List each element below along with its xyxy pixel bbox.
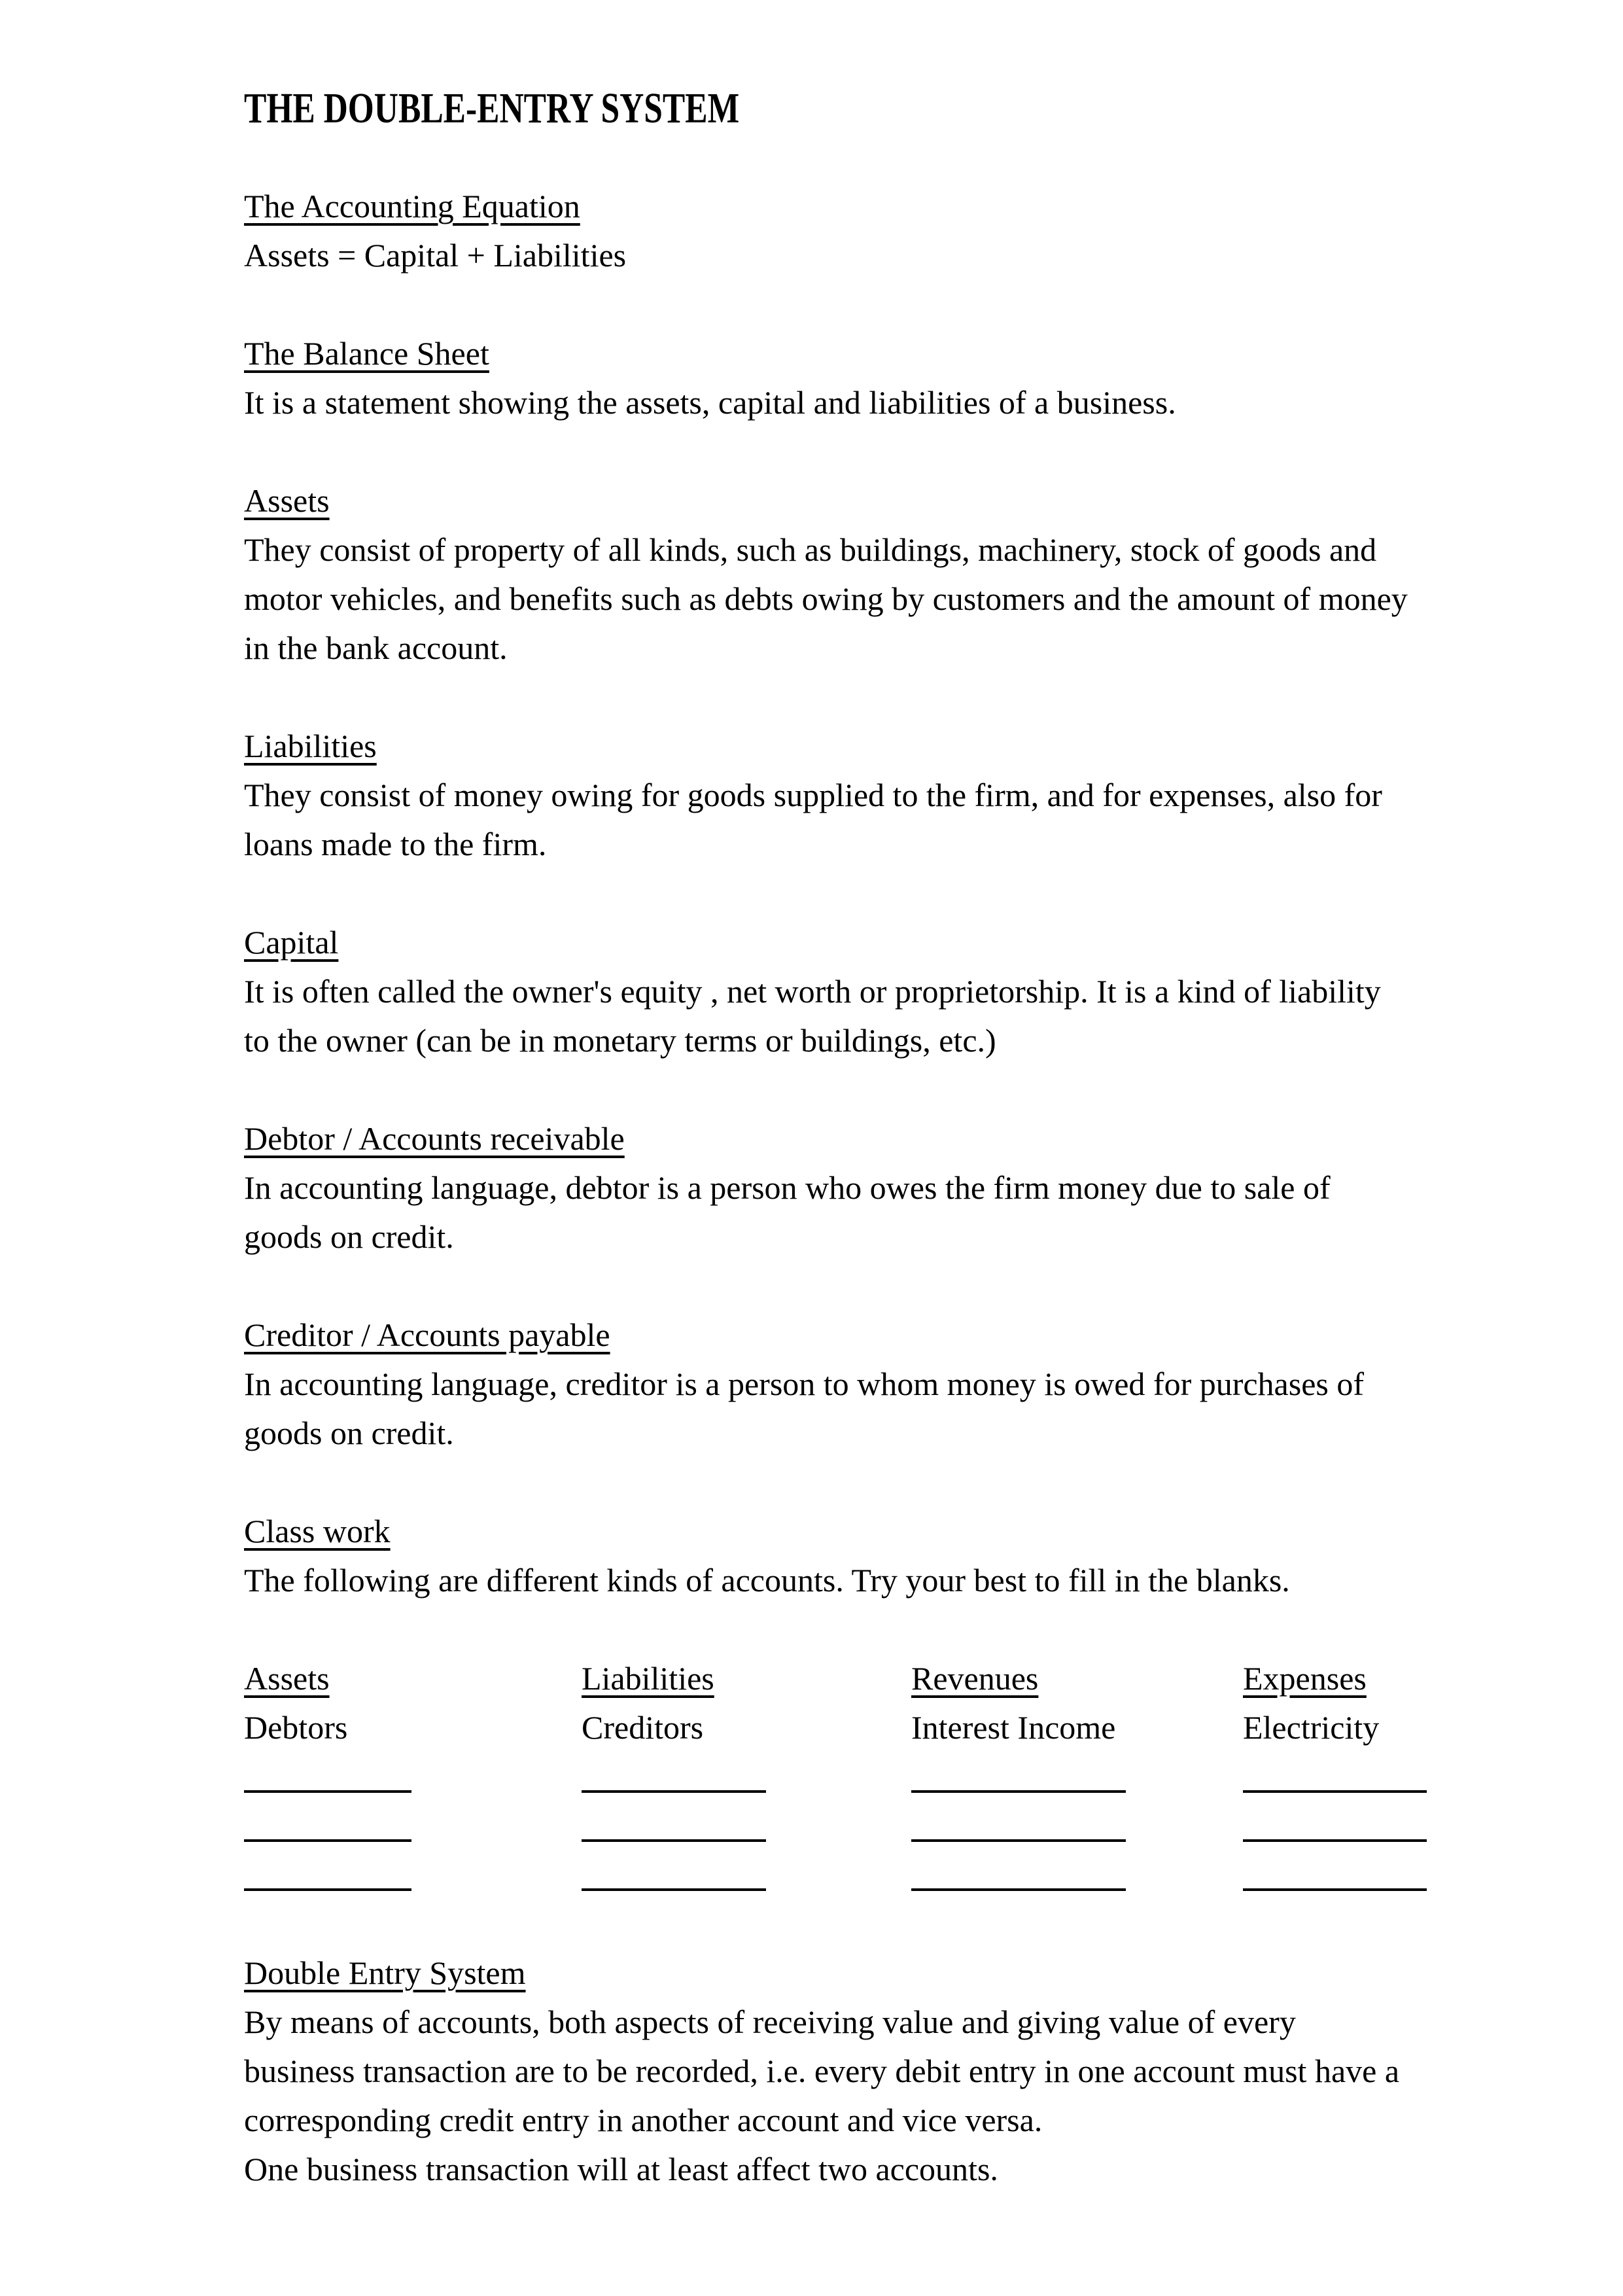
blank-row <box>244 1850 1474 1899</box>
column-header-expenses: Expenses <box>1243 1660 1367 1697</box>
section-heading-liabilities: Liabilities <box>244 728 377 764</box>
paragraph-line: in the bank account. <box>244 629 508 666</box>
section-heading-balance-sheet: The Balance Sheet <box>244 335 489 372</box>
column-header-revenues: Revenues <box>911 1660 1039 1697</box>
paragraph-line: By means of accounts, both aspects of receiving value and giving value of every <box>244 2004 1296 2040</box>
blank-line <box>1243 1839 1427 1842</box>
paragraph-line: goods on credit. <box>244 1415 454 1451</box>
paragraph-line: One business transaction will at least affect two accounts. <box>244 2151 998 2187</box>
spacer <box>244 1262 1474 1311</box>
document-content <box>244 84 1474 2194</box>
blank-line <box>582 1790 766 1793</box>
blank-row <box>244 1752 1474 1801</box>
blank-line <box>1243 1790 1427 1793</box>
spacer <box>244 1458 1474 1507</box>
paragraph-line: They consist of money owing for goods supplied to the firm, and for expenses, also for <box>244 777 1382 813</box>
paragraph-line: It is a statement showing the assets, capital and liabilities of a business. <box>244 384 1176 421</box>
blank-line <box>582 1888 766 1891</box>
page-title-text: THE DOUBLE-ENTRY SYSTEM <box>244 84 740 132</box>
classwork-table-example-row <box>244 1703 1474 1752</box>
paragraph-line: motor vehicles, and benefits such as debts owing by customers and the amount of money <box>244 580 1408 617</box>
spacer <box>244 673 1474 722</box>
blank-line <box>244 1790 411 1793</box>
section-heading-double-entry-system: Double Entry System <box>244 1954 526 1991</box>
spacer <box>244 280 1474 329</box>
paragraph-line: loans made to the firm. <box>244 826 547 862</box>
paragraph-line: corresponding credit entry in another account and vice versa. <box>244 2102 1043 2138</box>
column-header-liabilities: Liabilities <box>582 1660 714 1697</box>
section-heading-debtor: Debtor / Accounts receivable <box>244 1120 625 1157</box>
blank-line <box>911 1839 1126 1842</box>
section-heading-accounting-equation: The Accounting Equation <box>244 188 580 224</box>
section-heading-creditor: Creditor / Accounts payable <box>244 1316 610 1353</box>
spacer <box>244 1899 1474 1949</box>
blank-line <box>244 1888 411 1891</box>
example-electricity: Electricity <box>1243 1709 1380 1746</box>
blank-line <box>911 1888 1126 1891</box>
paragraph-line: In accounting language, debtor is a person who owes the firm money due to sale of <box>244 1169 1331 1206</box>
blank-line <box>911 1790 1126 1793</box>
blank-line <box>1243 1888 1427 1891</box>
spacer <box>244 869 1474 918</box>
blank-row <box>244 1801 1474 1850</box>
paragraph-line: It is often called the owner's equity , net worth or proprietorship. It is a kind of liability <box>244 973 1381 1010</box>
blank-line <box>582 1839 766 1842</box>
paragraph-line: to the owner (can be in monetary terms or buildings, etc.) <box>244 1022 996 1059</box>
column-header-assets: Assets <box>244 1660 330 1697</box>
paragraph-line: In accounting language, creditor is a person to whom money is owed for purchases of <box>244 1366 1365 1402</box>
section-heading-assets: Assets <box>244 482 330 519</box>
spacer <box>244 1065 1474 1114</box>
blank-line <box>244 1839 411 1842</box>
spacer <box>244 427 1474 476</box>
example-creditors: Creditors <box>582 1709 704 1746</box>
section-heading-capital: Capital <box>244 924 339 961</box>
example-interest-income: Interest Income <box>911 1709 1116 1746</box>
spacer <box>244 1605 1474 1654</box>
paragraph-line: Assets = Capital + Liabilities <box>244 237 627 274</box>
classwork-table-header-row <box>244 1654 1474 1703</box>
spacer <box>244 133 1474 182</box>
paragraph-line: business transaction are to be recorded, i.e. every debit entry in one account must have a <box>244 2053 1400 2089</box>
page-title <box>244 84 1474 133</box>
section-heading-class-work: Class work <box>244 1513 391 1549</box>
example-debtors: Debtors <box>244 1709 348 1746</box>
paragraph-line: goods on credit. <box>244 1218 454 1255</box>
paragraph-line: The following are different kinds of accounts. Try your best to fill in the blanks. <box>244 1562 1290 1598</box>
paragraph-line: They consist of property of all kinds, such as buildings, machinery, stock of goods and <box>244 531 1377 568</box>
